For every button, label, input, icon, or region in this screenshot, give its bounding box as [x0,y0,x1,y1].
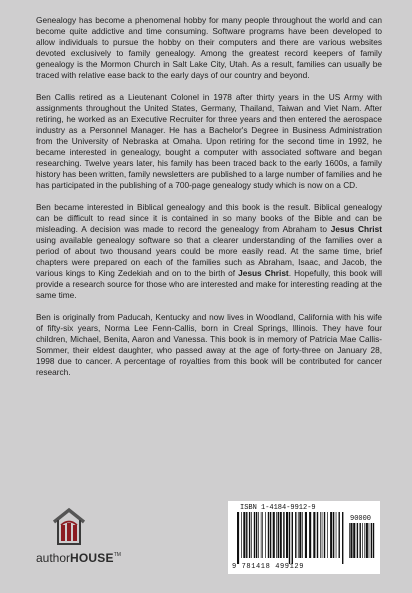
barcode-bar [280,512,282,558]
text-run: Ben became interested in Biblical genealogy and this book is the result. Biblical genealogy can be difficult to read since it is contained in so many books of the Bible and can be misleading. A decision was made to record the genealogy from Abraham to [36,202,382,234]
ean-number: 9 781418 499129 [232,563,305,571]
paragraph-genealogy-hobby: Genealogy has become a phenomenal hobby for many people throughout the world and can become quite addictive and time consuming. Software programs have been developed to allow individuals to pursue the hobby on their computers and there are various websites devoted exclusively to family genealogy. Among the greatest record keepers of family genealogy is the Mormon Church in Salt Lake City, Utah. As a result, families can usually be traced with relative ease back to the early days of our country and beyond. [36,15,382,80]
barcode-bar [241,512,242,558]
barcode-bar [298,512,299,558]
trademark-mark: TM [113,552,121,558]
barcode-bar [309,512,311,558]
barcode-bar [251,512,252,558]
barcode-bar [237,512,239,564]
price-code: 90000 [350,515,372,523]
barcode-bar [327,512,328,558]
paragraph-author-bio: Ben Callis retired as a Lieutenant Colonel in 1978 after thirty years in the US Army with assignments throughout the United States, Germany, Thailand, Taiwan and Viet Nam. After retiring, he worked as an Executive Recruiter for three years and then entered the aerospace industry as a Personnel Manager. He has a Bachelor's Degree in Business Administration from the University of Nebraska at Omaha. Upon retiring for the second time in 1992, he became interested in genealogy, bought a computer with associated software and began researching. Twelve years later, his family has been traced back to the early 1600s, a family history has been written, family newsletters are published to a large number of families and he has participated in the publishing of a 700-page genealogy study which is now on a CD. [36,92,382,190]
publisher-word-house: HOUSE [70,551,114,565]
publisher-name [36,548,121,565]
paragraph-book-origin [36,202,382,301]
barcode-bar [373,523,374,558]
publisher-word-author: author [36,551,71,565]
barcode-bar [371,523,372,558]
barcode-bar [258,512,259,558]
barcode-bar [317,512,318,558]
barcode-bar [305,512,307,558]
addon-barcode-bars [348,523,376,564]
authorhouse-logo [36,506,126,566]
barcode-bar [302,512,303,558]
barcode-bar [286,512,288,558]
barcode-bar [322,512,323,558]
ean-barcode-bars [236,512,344,564]
barcode-bar [254,512,255,558]
blurb-text [36,15,382,389]
barcode-bar [292,512,293,564]
barcode-bar [369,523,370,558]
barcode-bar [265,512,266,558]
bold-name: Jesus Christ [238,268,289,278]
barcode-bar [268,512,269,558]
barcode-bar [256,512,257,558]
barcode-bar [243,512,245,558]
barcode-bar [324,512,325,558]
barcode-bar [330,512,332,558]
barcode-bar [336,512,337,558]
text-run: . Hopefully, this book will provide a research source for those who are interested and make for interesting reading at the same time. [36,268,382,300]
barcode-bar [276,512,277,558]
barcode-bar [262,512,263,558]
house-mark-icon [52,506,86,546]
paragraph-family: Ben is originally from Paducah, Kentucky and now lives in Woodland, California with his wife of fifty-six years, Norma Lee Fenn-Callis, born in Creal Springs, Illinois. They have four children, Michael, Benita, Aaron and Vanessa. This book is in memory of Patricia Mae Callis-Sommer, their eldest daughter, who passed away at the age of forty-three on January 28, 1998 due to cancer. A percentage of royalties from this book will be contributed for cancer research. [36,312,382,377]
barcode-bar [342,512,343,564]
barcode-bar [357,523,358,558]
barcode-bar [320,512,321,558]
barcode-bar [353,523,355,558]
barcode-bar [360,523,361,558]
barcode-bar [295,512,296,558]
barcode-bar [364,523,365,558]
barcode-bar [350,523,352,558]
text-run: using available genealogy software so that a clearer understanding of the families over a period of about two thousand years could be more easily read. At the same time, brief chapters were prepared on each of the families such as Abraham, Isaac, and Jacob, the various kings to King Zedekiah and on to the birth of [36,235,382,278]
bold-name: Jesus Christ [330,224,382,234]
barcode-bar [313,512,315,558]
barcode-bar [261,512,262,558]
barcode-bar [366,523,368,558]
barcode-bar [246,512,247,558]
barcode-bar [283,512,284,558]
barcode-bar [362,523,363,558]
barcode-bar [270,512,271,558]
barcode-bar [333,512,334,558]
isbn-barcode [228,501,380,574]
barcode-bar [289,512,290,564]
barcode-bar [249,512,250,558]
barcode-bar [349,523,350,558]
isbn-number: ISBN 1-4184-9912-9 [240,504,316,512]
barcode-bar [278,512,279,558]
barcode-bar [273,512,275,558]
barcode-bar [299,512,301,558]
barcode-bar [339,512,340,558]
